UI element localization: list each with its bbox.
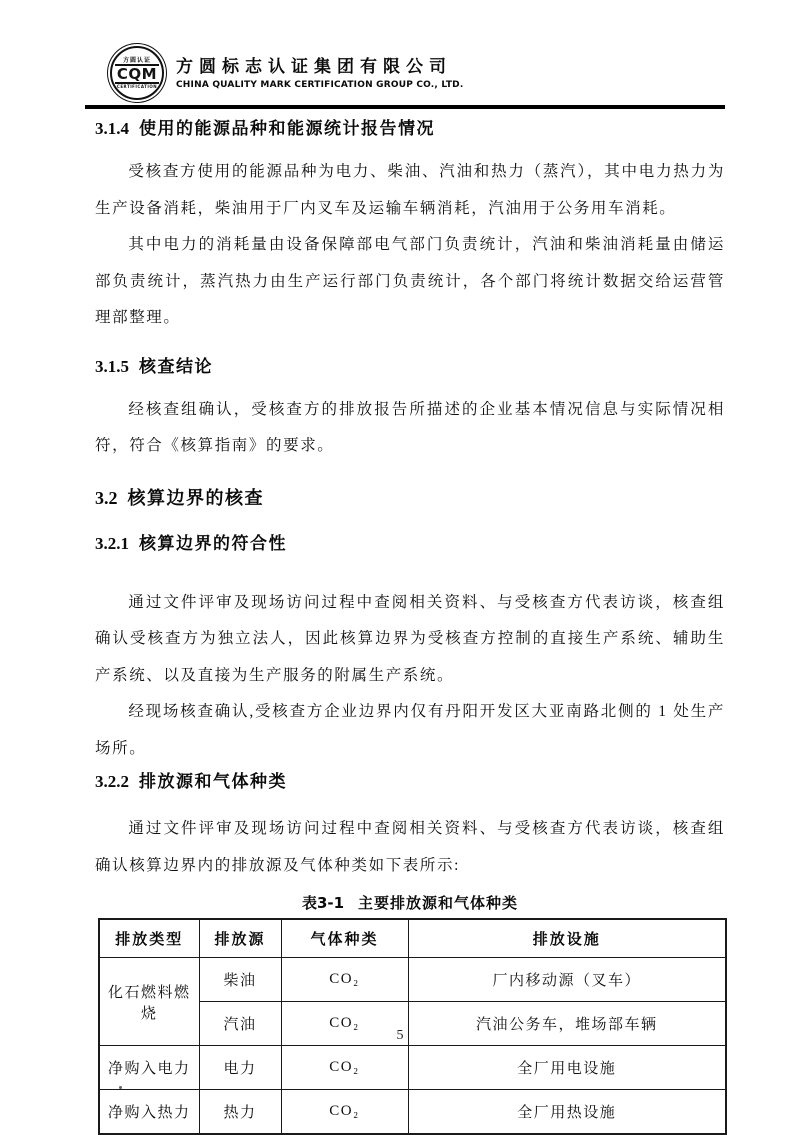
paragraph-statistics: 其中电力的消耗量由设备保障部电气部门负责统计，汽油和柴油消耗量由储运部负责统计，蒸汽热力由生产运行部门负责统计，各个部门将统计数据交给运营管理部整理。 xyxy=(95,236,725,326)
heading-3-2-1-title: 核算边界的符合性 xyxy=(139,533,287,554)
letterhead xyxy=(85,46,725,109)
cell-emission-source: 热力 xyxy=(199,1090,281,1135)
stray-mark xyxy=(119,1086,122,1089)
heading-3-2-title: 核算边界的核查 xyxy=(127,487,264,509)
company-name-block xyxy=(176,56,463,90)
cell-emission-source: 柴油 xyxy=(199,958,281,1002)
page-number: 5 xyxy=(396,1028,404,1043)
heading-3-1-5-number: 3.1.5 xyxy=(95,356,129,376)
column-header-emission-facility: 排放设施 xyxy=(408,919,726,958)
heading-3-1-4-title: 使用的能源品种和能源统计报告情况 xyxy=(139,119,435,139)
heading-3-1-4-number: 3.1.4 xyxy=(95,119,129,138)
heading-3-2-2-title: 排放源和气体种类 xyxy=(139,772,287,792)
document-content xyxy=(95,116,725,1135)
paragraph-boundary: 通过文件评审及现场访问过程中查阅相关资料、与受核查方代表访谈，核查组确认受核查方为独立法人，因此核算边界为受核查方控制的直接生产系统、辅助生产系统、以及直接为生产服务的附属生产系统。 xyxy=(95,593,725,684)
table-header-row xyxy=(99,919,726,958)
heading-3-1-5 xyxy=(95,354,725,380)
heading-3-1-4 xyxy=(95,116,725,142)
cell-emission-type: 净购入热力 xyxy=(99,1090,199,1135)
cell-gas-type: CO₂ xyxy=(281,958,408,1002)
table-caption xyxy=(95,892,725,913)
logo-arc-bottom-text: CERTIFICATION xyxy=(116,83,158,89)
company-name-cn: 方圆标志认证集团有限公司 xyxy=(176,57,452,77)
heading-3-2-1 xyxy=(95,531,725,557)
table-row xyxy=(99,958,726,1002)
table-caption-title: 主要排放源和气体种类 xyxy=(358,894,519,912)
heading-3-2-2-number: 3.2.2 xyxy=(95,772,129,791)
paragraph-site: 经现场核查确认,受核查方企业边界内仅有丹阳开发区大亚南路北侧的 1 处生产场所。 xyxy=(95,703,725,757)
heading-3-2-1-number: 3.2.1 xyxy=(95,533,129,553)
heading-3-2-2 xyxy=(95,769,725,795)
heading-3-2-number: 3.2 xyxy=(95,487,118,508)
cell-gas-type: CO₂ xyxy=(281,1090,408,1135)
heading-3-1-5-title: 核查结论 xyxy=(139,356,213,377)
cell-emission-facility: 汽油公务车，堆场部车辆 xyxy=(408,1002,726,1046)
cell-gas-type: CO₂ xyxy=(281,1046,408,1090)
company-name-en: CHINA QUALITY MARK CERTIFICATION GROUP CO., LTD. xyxy=(176,80,464,90)
column-header-gas-type: 气体种类 xyxy=(281,919,408,958)
cell-emission-type: 化石燃料燃烧 xyxy=(99,958,199,1046)
table-row xyxy=(99,1090,726,1135)
column-header-emission-source: 排放源 xyxy=(199,919,281,958)
paragraph-emission-sources: 通过文件评审及现场访问过程中查阅相关资料、与受核查方代表访谈，核查组确认核算边界内的排放源及气体种类如下表所示: xyxy=(95,820,725,874)
header-rule xyxy=(85,105,725,109)
cell-gas-type: CO₂ xyxy=(281,1002,408,1046)
logo-arc-top-text: 方圆认证 xyxy=(122,56,151,64)
paragraph-conclusion: 经核查组确认，受核查方的排放报告所描述的企业基本情况信息与实际情况相符，符合《核算指南》的要求。 xyxy=(95,400,725,454)
cell-emission-facility: 全厂用热设施 xyxy=(408,1090,726,1135)
cqm-logo-icon xyxy=(110,46,164,100)
cell-emission-facility: 全厂用电设施 xyxy=(408,1046,726,1090)
table-caption-label: 表3-1 xyxy=(301,894,345,912)
emission-sources-table xyxy=(98,918,727,1135)
cell-emission-source: 汽油 xyxy=(199,1002,281,1046)
letterhead-row xyxy=(85,46,725,100)
heading-3-2 xyxy=(95,484,725,513)
column-header-emission-type: 排放类型 xyxy=(99,919,199,958)
paragraph-energy-types: 受核查方使用的能源品种为电力、柴油、汽油和热力（蒸汽），其中电力热力为生产设备消耗，柴油用于厂内叉车及运输车辆消耗，汽油用于公务用车消耗。 xyxy=(95,163,725,217)
cell-emission-type: 净购入电力 xyxy=(99,1046,199,1090)
table-row xyxy=(99,1046,726,1090)
cell-emission-source: 电力 xyxy=(199,1046,281,1090)
cell-emission-facility: 厂内移动源（叉车） xyxy=(408,958,726,1002)
logo-abbr: CQM xyxy=(116,64,158,83)
